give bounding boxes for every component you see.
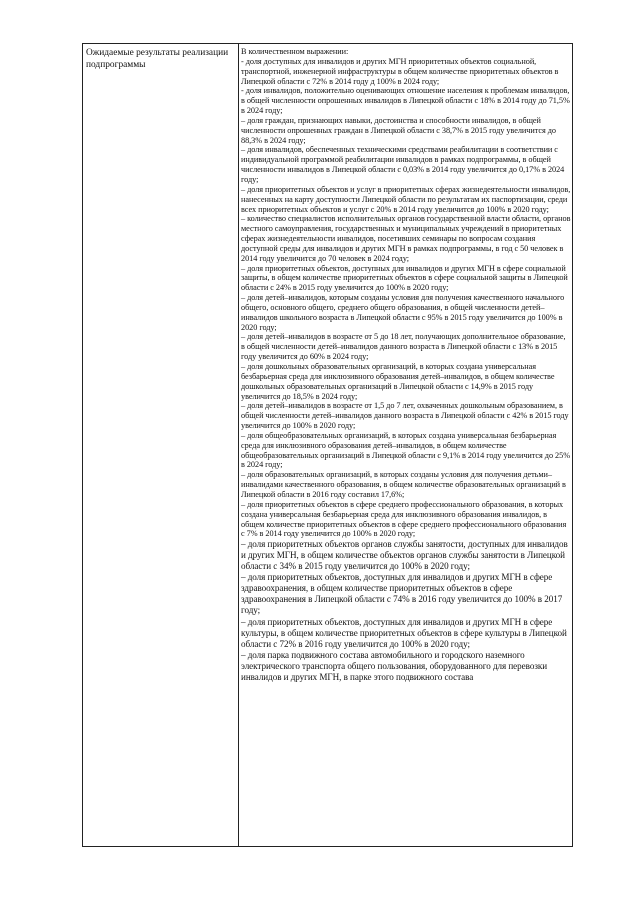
list-item: – доля приоритетных объектов, доступных для инвалидов и других МГН в сфере здравоохранения, в общем количестве приоритетных объектов в сфере здравоохранения в Липецкой области с 74% в 2016 году увеличится до 100% в 2017 году; [241, 572, 563, 616]
row-label: Ожидаемые результаты реализации подпрограммы [86, 48, 229, 71]
list-item: – количество специалистов исполнительных органов государственной власти области, органов местного самоуправления, государственных и муниципальных учреждений в приоритетных сферах жизнедеятельности инвалидов, посетивших семинары по вопросам создания доступной среды для инвалидов и других МГН в рамках подпрограммы, в год с 50 человек в 2014 году увеличится до 70 человек в 2024 году; [241, 214, 571, 263]
subprogram-results-table [82, 43, 573, 847]
list-item: - доля доступных для инвалидов и других МГН приоритетных объектов социальной, транспортной, инженерной инфраструктуры в общем количестве приоритетных объектов в Липецкой области с 72% в 2014 году д 100% в 2024 году; [241, 56, 559, 86]
list-item: – доля приоритетных объектов и услуг в приоритетных сферах жизнедеятельности инвалидов, нанесенных на карту доступности Липецкой области по результатам их паспортизации, среди всех приоритетных объектов и услуг с 20% в 2014 году увеличится до 100% в 2020 году; [241, 184, 571, 214]
list-item: – доля общеобразовательных организаций, в которых создана универсальная безбарьерная среда для инклюзивного образования детей–инвалидов, в общем количестве общеобразовательных организаций в Липецкой области с 9,1% в 2014 году увеличится до 25% в 2024 году; [241, 430, 571, 470]
list-item: – доля образовательных организаций, в которых созданы условия для получения детьми–инвалидами качественного образования, в общем количестве образовательных организаций в Липецкой области в 2016 году составил 17,6%; [241, 470, 566, 499]
column-divider [238, 44, 239, 846]
list-item: – доля детей–инвалидов в возрасте от 1,5 до 7 лет, охваченных дошкольным образованием, в общей численности детей–инвалидов данного возраста в Липецкой области с 42% в 2015 году увеличится до 100% в 2020 году; [241, 401, 569, 431]
list-item: – доля приоритетных объектов в сфере среднего профессионального образования, в которых создана универсальная безбарьерная среда для инклюзивного образования инвалидов, в общем количестве приоритетных объектов в сфере среднего профессионального образования с 7% в 2014 году увеличится до 100% в 2020 году; [241, 499, 567, 539]
results-list [241, 47, 571, 683]
list-item: – доля инвалидов, обеспеченных техническими средствами реабилитации в соответствии с индивидуальной программой реабилитации инвалидов в рамках подпрограммы, в общей численности инвалидов в Липецкой области с 0,03% в 2014 году увеличится до 0,17% в 2024 году; [241, 145, 565, 184]
list-item: – доля дошкольных образовательных организаций, в которых создана универсальная безбарьерная среда для инклюзивного образования детей–инвалидов, в общем количестве дошкольных образовательных организаций в Липецкой области с 14,9% в 2015 году увеличится до 18,5% в 2024 году; [241, 362, 555, 401]
list-item: – доля приоритетных объектов, доступных для инвалидов и других МГН в сфере социальной защиты, в общем количестве приоритетных объектов в сфере социальной защиты в Липецкой области с 24% в 2015 году увеличится до 100% в 2020 году; [241, 263, 568, 293]
list-item: – доля приоритетных объектов органов службы занятости, доступных для инвалидов и других МГН, в общем количестве объектов органов службы занятости в Липецкой области с 34% в 2015 году увеличится до 100% в 2020 году; [241, 539, 568, 572]
list-item: – доля детей–инвалидов, которым созданы условия для получения качественного начального общего, основного общего, среднего общего образования, в общей численности детей–инвалидов школьного возраста в Липецкой области с 95% в 2015 году увеличится до 100% в 2020 году; [241, 293, 565, 332]
list-item: – доля парка подвижного состава автомобильного и городского наземного электрического транспорта общего пользования, оборудованного для перевозки инвалидов и других МГН, в парке этого подвижного состава [241, 649, 548, 682]
list-item: - доля инвалидов, положительно оценивающих отношение населения к проблемам инвалидов, в общей численности опрошенных инвалидов в Липецкой области с 18% в 2014 году до 71,5% в 2024 году; [241, 86, 570, 116]
list-item: В количественном выражении: [241, 47, 349, 56]
list-item: – доля граждан, признающих навыки, достоинства и способности инвалидов, в общей численности опрошенных граждан в Липецкой области с 38,7% в 2015 году увеличится до 88,3% в 2024 году; [241, 115, 556, 145]
list-item: – доля приоритетных объектов, доступных для инвалидов и других МГН в сфере культуры, в общем количестве приоритетных объектов в сфере культуры в Липецкой области с 72% в 2016 году увеличится до 100% в 2020 году; [241, 616, 567, 649]
list-item: – доля детей–инвалидов в возрасте от 5 до 18 лет, получающих дополнительное образование, в общей численности детей–инвалидов данного возраста в Липецкой области с 13% в 2015 году увеличится до 60% в 2024 году; [241, 332, 566, 362]
